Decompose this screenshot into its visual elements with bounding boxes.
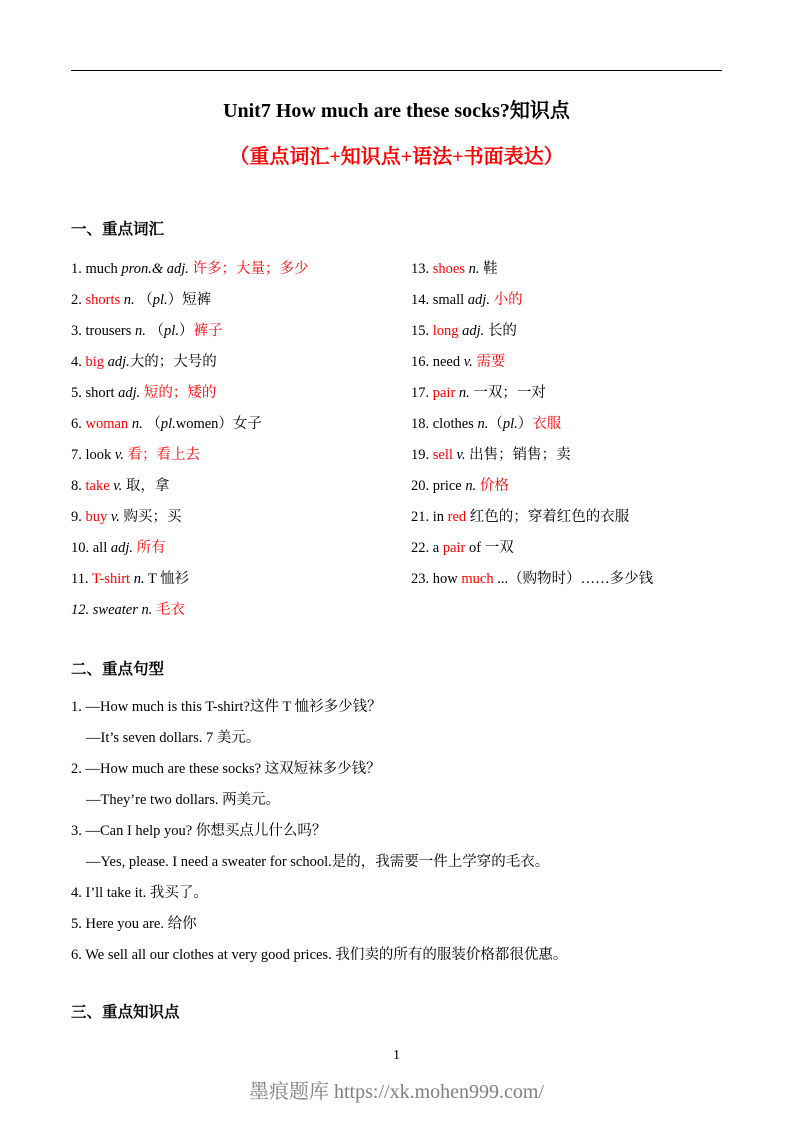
vocab-item: 19. sell v. 出售；销售；卖 xyxy=(411,447,571,463)
doc-subtitle: （重点词汇+知识点+语法+书面表达） xyxy=(229,146,564,168)
vocab-item: 5. short adj. 短的；矮的 xyxy=(71,385,217,401)
sentence-line: 2. —How much are these socks? 这双短袜多少钱？ xyxy=(71,761,381,777)
vocab-item: 6. woman n. （pl.women）女子 xyxy=(71,416,262,432)
vocab-item: 4. big adj.大的；大号的 xyxy=(71,354,217,370)
vocab-item: 16. need v. 需要 xyxy=(411,354,506,370)
vocab-item: 17. pair n. 一双；一对 xyxy=(411,385,546,401)
vocab-column-right xyxy=(411,254,722,626)
vocab-item: 8. take v. 取，拿 xyxy=(71,478,170,494)
vocab-column-left xyxy=(71,254,411,626)
vocab-item: 9. buy v. 购买；买 xyxy=(71,509,182,525)
vocab-item: 11. T-shirt n. T 恤衫 xyxy=(71,571,190,587)
sentence-line: —It’s seven dollars. 7 美元。 xyxy=(86,730,261,746)
vocab-item: 7. look v. 看；看上去 xyxy=(71,447,201,463)
vocab-item: 13. shoes n. 鞋 xyxy=(411,261,498,277)
doc-title: Unit7 How much are these socks?知识点 xyxy=(223,100,570,122)
vocab-item: 21. in red 红色的；穿着红色的衣服 xyxy=(411,509,630,525)
vocab-item: 2. shorts n. （pl.）短裤 xyxy=(71,292,212,308)
vocab-item: 1. much pron.& adj. 许多；大量；多少 xyxy=(71,261,309,277)
page-number: 1 xyxy=(393,1048,400,1063)
vocab-item: 10. all adj. 所有 xyxy=(71,540,166,556)
sentence-line: —Yes, please. I need a sweater for school.是的，我需要一件上学穿的毛衣。 xyxy=(86,854,550,870)
footer-watermark: 墨痕题库 https://xk.mohen999.com/ xyxy=(249,1081,544,1103)
sentence-line: 6. We sell all our clothes at very good prices. 我们卖的所有的服装价格都很优惠。 xyxy=(71,947,568,963)
sentence-line: 1. —How much is this T-shirt?这件 T 恤衫多少钱？ xyxy=(71,699,382,715)
sentence-line: 5. Here you are. 给你 xyxy=(71,916,197,932)
vocab-item: 18. clothes n.（pl.）衣服 xyxy=(411,416,562,432)
vocab-item: 14. small adj. 小的 xyxy=(411,292,523,308)
vocab-item: 23. how much ...（购物时）……多少钱 xyxy=(411,571,654,587)
sentence-line: 3. —Can I help you? 你想买点儿什么吗？ xyxy=(71,823,327,839)
vocab-list xyxy=(71,254,722,626)
section-heading-knowledge: 三、重点知识点 xyxy=(71,1004,180,1021)
sentence-line: 4. I’ll take it. 我买了。 xyxy=(71,885,208,901)
vocab-item: 15. long adj. 长的 xyxy=(411,323,517,339)
section-heading-sentences: 二、重点句型 xyxy=(71,661,165,678)
vocab-item: 22. a pair of 一双 xyxy=(411,540,514,556)
vocab-item: 20. price n. 价格 xyxy=(411,478,509,494)
vocab-item: 12. sweater n. 毛衣 xyxy=(71,602,185,618)
header-rule xyxy=(71,70,722,71)
section-heading-vocab: 一、重点词汇 xyxy=(71,221,165,238)
sentence-list xyxy=(71,692,722,971)
vocab-item: 3. trousers n. （pl.）裤子 xyxy=(71,323,223,339)
sentence-line: —They’re two dollars. 两美元。 xyxy=(86,792,281,808)
